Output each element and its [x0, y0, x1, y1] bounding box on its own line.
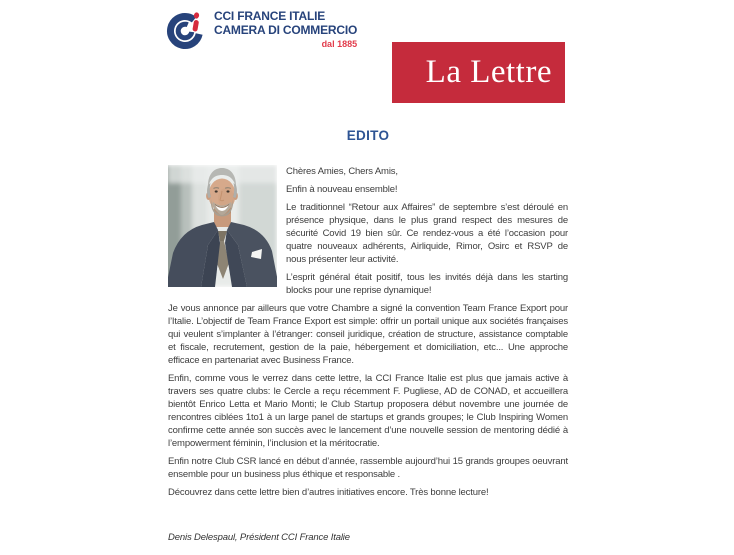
paragraph-1: Enfin à nouveau ensemble! [286, 184, 398, 195]
portrait-illustration-icon [168, 165, 277, 287]
edito-content [168, 165, 568, 549]
paragraph-4: Je vous annonce par ailleurs que votre Chambre a signé la convention Team France Export pour l’Italie. L’objectif de Team France Export est simple: offrir un portail unique aux sociétés françaises qui veulent s’implanter à l’étranger: conseil juridique, création de structure, assistance comptable et fiscale, recrutement, gestion de la paie, hébergement et domiciliation, etc... Une approche efficace en partenariat avec Business France. [168, 303, 568, 366]
paragraph-5: Enfin, comme vous le verrez dans cette lettre, la CCI France Italie est plus que jamais active à travers ses quatre clubs: le Cercle a reçu récemment F. Pugliese, AD de CONAD, et accueillera bientôt Enrico Letta et Mario Monti; le Club Startup proposera début novembre une journée de rencontres ciblées 1to1 à un large panel de startups et grands groupes; le Club Inspiring Women confirme cette année son succès avec le lancement d’une nouvelle session de mentoring dédié à l’empowerment féminin, l’inclusion et la méritocratie. [168, 373, 568, 449]
president-photo [168, 165, 277, 287]
logo-wordmark-line2: CAMERA DI COMMERCIO [214, 22, 358, 37]
cci-logo [166, 8, 357, 50]
cci-circular-monogram-icon [166, 8, 208, 50]
paragraph-salutation: Chères Amies, Chers Amis, [286, 166, 398, 177]
logo-wordmark-line1: CCI FRANCE ITALIE [214, 9, 326, 23]
logo-wordmark [214, 8, 357, 49]
edito-heading: EDITO [346, 128, 390, 143]
intro-text-column [286, 165, 568, 297]
la-lettre-banner [392, 42, 565, 103]
paragraph-2: Le traditionnel “Retour aux Affaires” de septembre s’est déroulé en présence physique, dans le plus grand respect des mesures de sécurité Covid 19 bien sûr. Ce rendez-vous a été l’occasion pour quatre nouveaux adhérents, Airliquide, Rimor, Osirc et RSVP de nous présenter leur activité. [286, 202, 568, 265]
paragraph-3: L’esprit général était positif, tous les invités déjà dans les starting blocks pour une reprise dynamique! [286, 272, 568, 296]
paragraph-7: Découvrez dans cette lettre bien d’autres initiatives encore. Très bonne lecture! [168, 487, 489, 498]
intro-row [168, 165, 568, 297]
signature: Denis Delespaul, Président CCI France Italie [168, 532, 350, 543]
paragraph-6: Enfin notre Club CSR lancé en début d’année, rassemble aujourd’hui 15 grands groupes oeuvrant ensemble pour un business plus éthique et responsable . [168, 456, 568, 480]
banner-title: La Lettre [425, 54, 552, 90]
logo-tagline: dal 1885 [321, 39, 358, 49]
